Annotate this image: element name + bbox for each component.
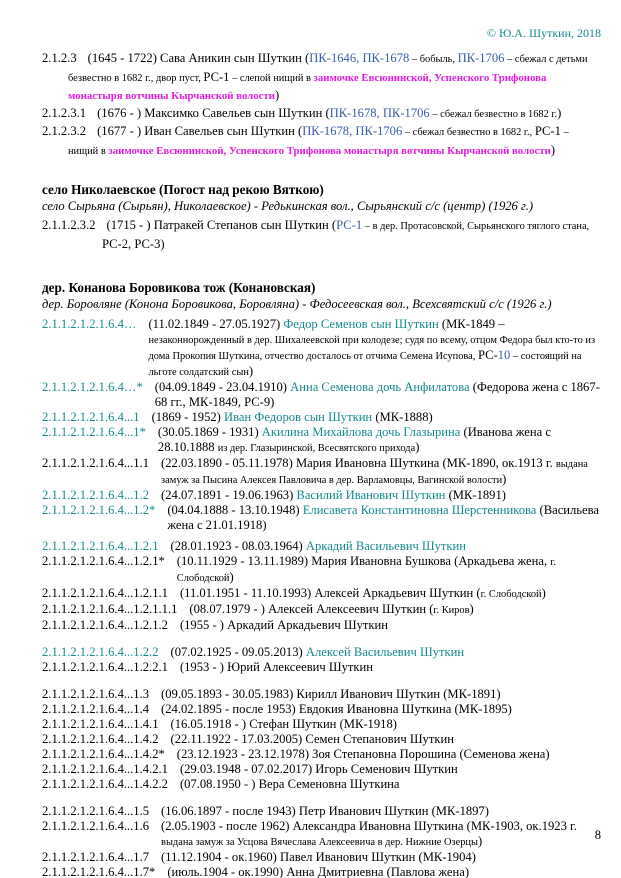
entry-text: ) bbox=[248, 364, 254, 378]
genealogy-entry bbox=[42, 217, 601, 252]
genealogy-entry bbox=[42, 762, 601, 777]
entry-text: ) bbox=[502, 472, 507, 486]
entry-body bbox=[171, 645, 602, 660]
entry-text: РС-1 bbox=[534, 124, 561, 138]
entry-body bbox=[158, 425, 601, 456]
entry-text: (1677 - ) Иван Савельев сын Шуткин ( bbox=[97, 124, 303, 138]
entry-body bbox=[161, 850, 601, 865]
entry-number: 2.1.1.2.1.2.1.6.4...1.4.2* bbox=[42, 747, 165, 761]
genealogy-entry bbox=[42, 804, 601, 819]
entry-text: (23.12.1923 - 23.12.1978) Зоя Степановна Порошина (Семенова жена) bbox=[176, 747, 550, 761]
entry-body bbox=[180, 586, 601, 602]
entry-body bbox=[171, 732, 602, 747]
entry-note-text: – бобыль, bbox=[409, 54, 458, 65]
entry-number: 2.1.1.2.1.2.1.6.4...1.7* bbox=[42, 865, 156, 878]
entry-number: 2.1.1.2.1.2.1.6.4...1.4.2.2 bbox=[42, 777, 168, 791]
entry-text: ) bbox=[541, 586, 546, 600]
entry-number: 2.1.1.2.1.2.1.6.4...1.1 bbox=[42, 456, 150, 470]
entry-number: 2.1.2.3.2 bbox=[42, 124, 87, 138]
reference-link[interactable]: ПК-1706 bbox=[457, 51, 505, 65]
genealogy-entry bbox=[42, 123, 601, 160]
entry-number: 2.1.1.2.1.2.1.6.4...1.7 bbox=[42, 850, 150, 864]
entry-number: 2.1.2.3.1 bbox=[42, 105, 87, 120]
entry-text: (11.02.1849 - 27.05.1927) bbox=[148, 317, 284, 331]
entry-number: 2.1.1.2.1.2.1.6.4...1.2 bbox=[42, 488, 150, 502]
genealogy-entry bbox=[42, 687, 601, 702]
entry-text: ) bbox=[477, 834, 483, 848]
entry-number: 2.1.1.2.1.2.1.6.4...1.2.1.1.1 bbox=[42, 602, 178, 616]
entry-number: 2.1.1.2.1.2.1.6.4...1.4 bbox=[42, 702, 150, 716]
entry-number: 2.1.1.2.1.2.1.6.4...1 bbox=[42, 410, 140, 424]
entry-text: РС- bbox=[477, 348, 498, 362]
entry-text: ) bbox=[557, 105, 562, 120]
entry-body bbox=[171, 539, 602, 554]
genealogy-entry bbox=[42, 380, 601, 410]
entry-body bbox=[161, 819, 601, 850]
entry-text: (22.03.1890 - 05.11.1978) Мария Ивановна Шуткина (МК-1890, ок.1913 г. bbox=[161, 456, 556, 470]
section-heading: дер. Конанова Боровикова тож (Конановская) bbox=[42, 280, 316, 295]
entry-text: (11.01.1951 - 11.10.1993) Алексей Аркадьевич Шуткин ( bbox=[179, 586, 481, 600]
entry-number: 2.1.1.2.1.2.1.6.4...1.6 bbox=[42, 819, 150, 833]
entry-note-text: – слепой нищий в bbox=[229, 72, 314, 84]
genealogy-entry bbox=[42, 732, 601, 747]
person-name: Анна Семенова дочь Анфилатова bbox=[290, 380, 470, 394]
entry-body bbox=[161, 456, 601, 488]
genealogy-entry bbox=[42, 819, 601, 850]
entry-body bbox=[161, 702, 601, 717]
entry-text: (1869 - 1952) bbox=[151, 410, 225, 424]
entry-text: (МК-1849 – bbox=[438, 317, 505, 331]
section-heading: село Николаевское (Погост над рекою Вяткою) bbox=[42, 182, 324, 197]
genealogy-entry bbox=[42, 865, 601, 878]
entry-text: (29.03.1948 - 07.02.2017) Игорь Семенович Шуткин bbox=[179, 762, 458, 776]
entry-text: (МК-1888) bbox=[372, 410, 433, 424]
genealogy-entry bbox=[42, 105, 601, 124]
entry-body bbox=[180, 762, 601, 777]
entry-note-text: незаконнорожденный в дер. Шихалеевской при колодезе; судя по всему, отцом Федора был кто-то из дома Прокопия Шуткина, отчество досталось от отчима Семена Исупова, bbox=[148, 335, 596, 362]
entry-text: (1676 - ) Максимко Савельев сын Шуткин ( bbox=[97, 105, 330, 120]
reference-link[interactable]: ПК-1678, ПК-1706 bbox=[329, 105, 430, 120]
entry-note-text: – в дер. Протасовской, Сырьянского тяглого стана, bbox=[362, 221, 590, 232]
entry-body bbox=[68, 124, 569, 157]
entry-body bbox=[97, 106, 561, 120]
entry-number: 2.1.1.2.1.2.1.6.4...1.2* bbox=[42, 503, 156, 517]
entry-body bbox=[167, 503, 601, 533]
genealogy-entry bbox=[42, 554, 601, 586]
entry-text: (24.07.1891 - 19.06.1963) bbox=[161, 488, 297, 502]
person-name: Елисавета Константиновна Шерстенникова bbox=[302, 503, 537, 517]
entry-number: 2.1.1.2.1.2.1.6.4...1.4.1 bbox=[42, 717, 159, 731]
entry-number: 2.1.1.2.1.2.1.6.4...1.3 bbox=[42, 687, 150, 701]
person-name: Иван Федоров сын Шуткин bbox=[224, 410, 373, 424]
entry-text: (июль.1904 - ок.1990) Анна Дмитриевна (Павлова жена) bbox=[167, 865, 470, 878]
genealogy-entry bbox=[42, 645, 601, 660]
entry-body bbox=[167, 865, 601, 878]
entry-number: 2.1.1.2.1.2.1.6.4...1.5 bbox=[42, 804, 150, 818]
entry-note-text: выдана замуж за Усцова Вячеслава Алексеевича в дер. Нижние Озерцы bbox=[161, 837, 478, 848]
entry-text: (30.05.1869 - 1931) bbox=[157, 425, 262, 439]
entry-body bbox=[155, 380, 601, 410]
section-subtitle: дер. Боровляне (Конона Боровикова, Боровляна) - Федосеевская вол., Всехсвятский с/с (1926 г.) bbox=[42, 297, 552, 311]
entry-text: (Федорова жена с 1867-68 гг., МК-1849, РС-9) bbox=[154, 380, 600, 409]
genealogy-entry bbox=[42, 660, 601, 675]
entry-note-text: г. Слободской bbox=[176, 557, 556, 584]
entry-body bbox=[68, 51, 588, 102]
document-body bbox=[42, 50, 601, 878]
entry-group bbox=[42, 217, 601, 252]
entry-text: ) bbox=[415, 440, 420, 454]
entry-text: (22.11.1922 - 17.03.2005) Семен Степанович Шуткин bbox=[170, 732, 454, 746]
entry-text: (08.07.1979 - ) Алексей Алексеевич Шуткин ( bbox=[189, 602, 434, 616]
entry-body bbox=[152, 410, 601, 425]
entry-number: 2.1.1.2.1.2.1.6.4...1.2.2 bbox=[42, 645, 159, 659]
entry-note-text: – сбежал с детьми безвестно в 1682 г., двор пуст, bbox=[68, 54, 588, 84]
genealogy-entry bbox=[42, 488, 601, 503]
entry-number: 2.1.1.2.3.2 bbox=[42, 218, 96, 232]
person-name: Федор Семенов сын Шуткин bbox=[283, 317, 439, 331]
entry-body bbox=[177, 747, 601, 762]
entry-number: 2.1.2.3 bbox=[42, 51, 77, 65]
genealogy-entry bbox=[42, 503, 601, 533]
person-name: Акилина Михайлова дочь Глазырина bbox=[261, 425, 461, 439]
genealogy-entry bbox=[42, 602, 601, 618]
entry-number: 2.1.1.2.1.2.1.6.4...1.2.1 bbox=[42, 539, 159, 553]
entry-text: (11.12.1904 - ок.1960) Павел Иванович Шуткин (МК-1904) bbox=[161, 850, 476, 864]
entry-note-text: г. Слободской bbox=[480, 589, 542, 600]
entry-text: ) bbox=[469, 602, 474, 616]
entry-text: (1953 - ) Юрий Алексеевич Шуткин bbox=[179, 660, 373, 674]
entry-text: (28.01.1923 - 08.03.1964) bbox=[170, 539, 306, 553]
genealogy-entry bbox=[42, 317, 601, 380]
entry-text: (10.11.1929 - 13.11.1989) Мария Ивановна Бушкова (Аркадьева жена, bbox=[176, 554, 551, 568]
entry-text: (1715 - ) Патракей Степанов сын Шуткин ( bbox=[106, 218, 337, 232]
entry-number: 2.1.1.2.1.2.1.6.4...1.4.2 bbox=[42, 732, 159, 746]
entry-text: (04.04.1888 - 13.10.1948) bbox=[167, 503, 303, 517]
entry-text: (Иванова жена с 28.10.1888 bbox=[157, 425, 551, 454]
entry-group bbox=[42, 50, 601, 160]
estate-highlight: заимочке Евсюнинской, Успенского Трифонова монастыря вотчины Кырчанской волости bbox=[68, 71, 547, 102]
entry-number: 2.1.1.2.1.2.1.6.4...1.4.2.1 bbox=[42, 762, 168, 776]
entry-note-text: из дер. Глазыринской, Всесвятского прихода bbox=[217, 443, 416, 454]
entry-body bbox=[177, 554, 601, 586]
entry-text: (16.06.1897 - после 1943) Петр Иванович Шуткин (МК-1897) bbox=[161, 804, 489, 818]
entry-text: (2.05.1903 - после 1962) Александра Ивановна Шуткина (МК-1903, ок.1923 г. bbox=[161, 819, 577, 833]
page-number: 8 bbox=[594, 828, 601, 842]
entry-body bbox=[102, 218, 589, 251]
entry-text: (07.08.1950 - ) Вера Семеновна Шуткина bbox=[179, 777, 400, 791]
genealogy-entry bbox=[42, 702, 601, 717]
entry-text: (1955 - ) Аркадий Аркадьевич Шуткин bbox=[179, 618, 389, 632]
entry-body bbox=[171, 717, 602, 732]
entry-number: 2.1.1.2.1.2.1.6.4...1.2.1.2 bbox=[42, 618, 168, 632]
reference-link[interactable]: РС-1 bbox=[336, 218, 363, 232]
entry-text: РС-2, РС-3) bbox=[102, 236, 165, 251]
genealogy-entry bbox=[42, 456, 601, 488]
reference-link[interactable]: ПК-1678, ПК-1706 bbox=[302, 124, 403, 138]
entry-text: (Васильева жена с 21.01.1918) bbox=[167, 503, 600, 532]
entry-text: ) bbox=[274, 88, 280, 102]
estate-highlight: заимочке Евсюнинской, Успенского Трифонова монастыря вотчины Кырчанской волости bbox=[108, 144, 551, 157]
genealogy-entry bbox=[42, 50, 601, 105]
entry-body bbox=[161, 687, 601, 702]
copyright-line: © Ю.А. Шуткин, 2018 bbox=[486, 26, 601, 40]
entry-text: (16.05.1918 - ) Стефан Шуткин (МК-1918) bbox=[170, 717, 397, 731]
entry-text: ) bbox=[550, 142, 556, 157]
entry-text: (1645 - 1722) Сава Аникин сын Шуткин ( bbox=[87, 51, 310, 65]
entry-text: (09.05.1893 - 30.05.1983) Кирилл Иванович Шуткин (МК-1891) bbox=[161, 687, 501, 701]
genealogy-entry bbox=[42, 410, 601, 425]
entry-body bbox=[148, 317, 601, 380]
entry-note-text: г. Киров bbox=[433, 605, 470, 616]
genealogy-entry bbox=[42, 425, 601, 456]
person-name: Василий Иванович Шуткин bbox=[296, 488, 446, 502]
entry-body bbox=[180, 660, 601, 675]
entry-note-text: – состоящий на льготе солдатский сын bbox=[148, 351, 582, 378]
entry-number: 2.1.1.2.1.2.1.6.4…* bbox=[42, 380, 143, 394]
genealogy-entry bbox=[42, 717, 601, 732]
reference-link[interactable]: ПК-1646, ПК-1678 bbox=[309, 51, 410, 65]
entry-body bbox=[180, 618, 601, 633]
genealogy-entry bbox=[42, 539, 601, 554]
entry-text: (24.02.1895 - после 1953) Евдокия Ивановна Шуткина (МК-1895) bbox=[161, 702, 512, 716]
entry-group bbox=[42, 317, 601, 878]
entry-body bbox=[189, 602, 601, 618]
entry-note-text: – сбежал безвестно в 1682 г. bbox=[429, 108, 558, 120]
entry-body bbox=[180, 777, 601, 792]
entry-note-text: – сбежал безвестно в 1682 г., bbox=[402, 127, 535, 138]
person-name: Аркадий Васильевич Шуткин bbox=[305, 539, 467, 553]
genealogy-entry bbox=[42, 850, 601, 865]
entry-number: 2.1.1.2.1.2.1.6.4… bbox=[42, 317, 137, 331]
entry-number: 2.1.1.2.1.2.1.6.4...1.2.2.1 bbox=[42, 660, 168, 674]
section-subtitle: село Сырьяна (Сырьян), Николаевское) - Редькинская вол., Сырьянский с/с (центр) (1926 г.) bbox=[42, 199, 534, 213]
genealogy-entry bbox=[42, 747, 601, 762]
entry-text: ) bbox=[229, 570, 234, 584]
entry-body bbox=[161, 488, 601, 503]
entry-text: (МК-1891) bbox=[445, 488, 506, 502]
entry-body bbox=[161, 804, 601, 819]
entry-number: 2.1.1.2.1.2.1.6.4...1.2.1.1 bbox=[42, 586, 168, 600]
person-name: Алексей Васильевич Шуткин bbox=[305, 645, 465, 659]
entry-text: (04.09.1849 - 23.04.1910) bbox=[154, 380, 291, 394]
entry-number: 2.1.1.2.1.2.1.6.4...1.2.1* bbox=[42, 554, 165, 568]
entry-number: 2.1.1.2.1.2.1.6.4...1* bbox=[42, 425, 146, 439]
genealogy-entry bbox=[42, 777, 601, 792]
entry-text: РС-1 bbox=[203, 69, 230, 84]
entry-note-text: – нищий в bbox=[68, 127, 569, 157]
genealogy-entry bbox=[42, 618, 601, 633]
reference-link[interactable]: 10 bbox=[497, 348, 511, 362]
genealogy-entry bbox=[42, 586, 601, 602]
entry-text: (07.02.1925 - 09.05.2013) bbox=[170, 645, 306, 659]
entry-note-text: выдана замуж за Пысина Алексея Павловича в дер. Варламовцы, Вагинской волости bbox=[161, 459, 588, 486]
